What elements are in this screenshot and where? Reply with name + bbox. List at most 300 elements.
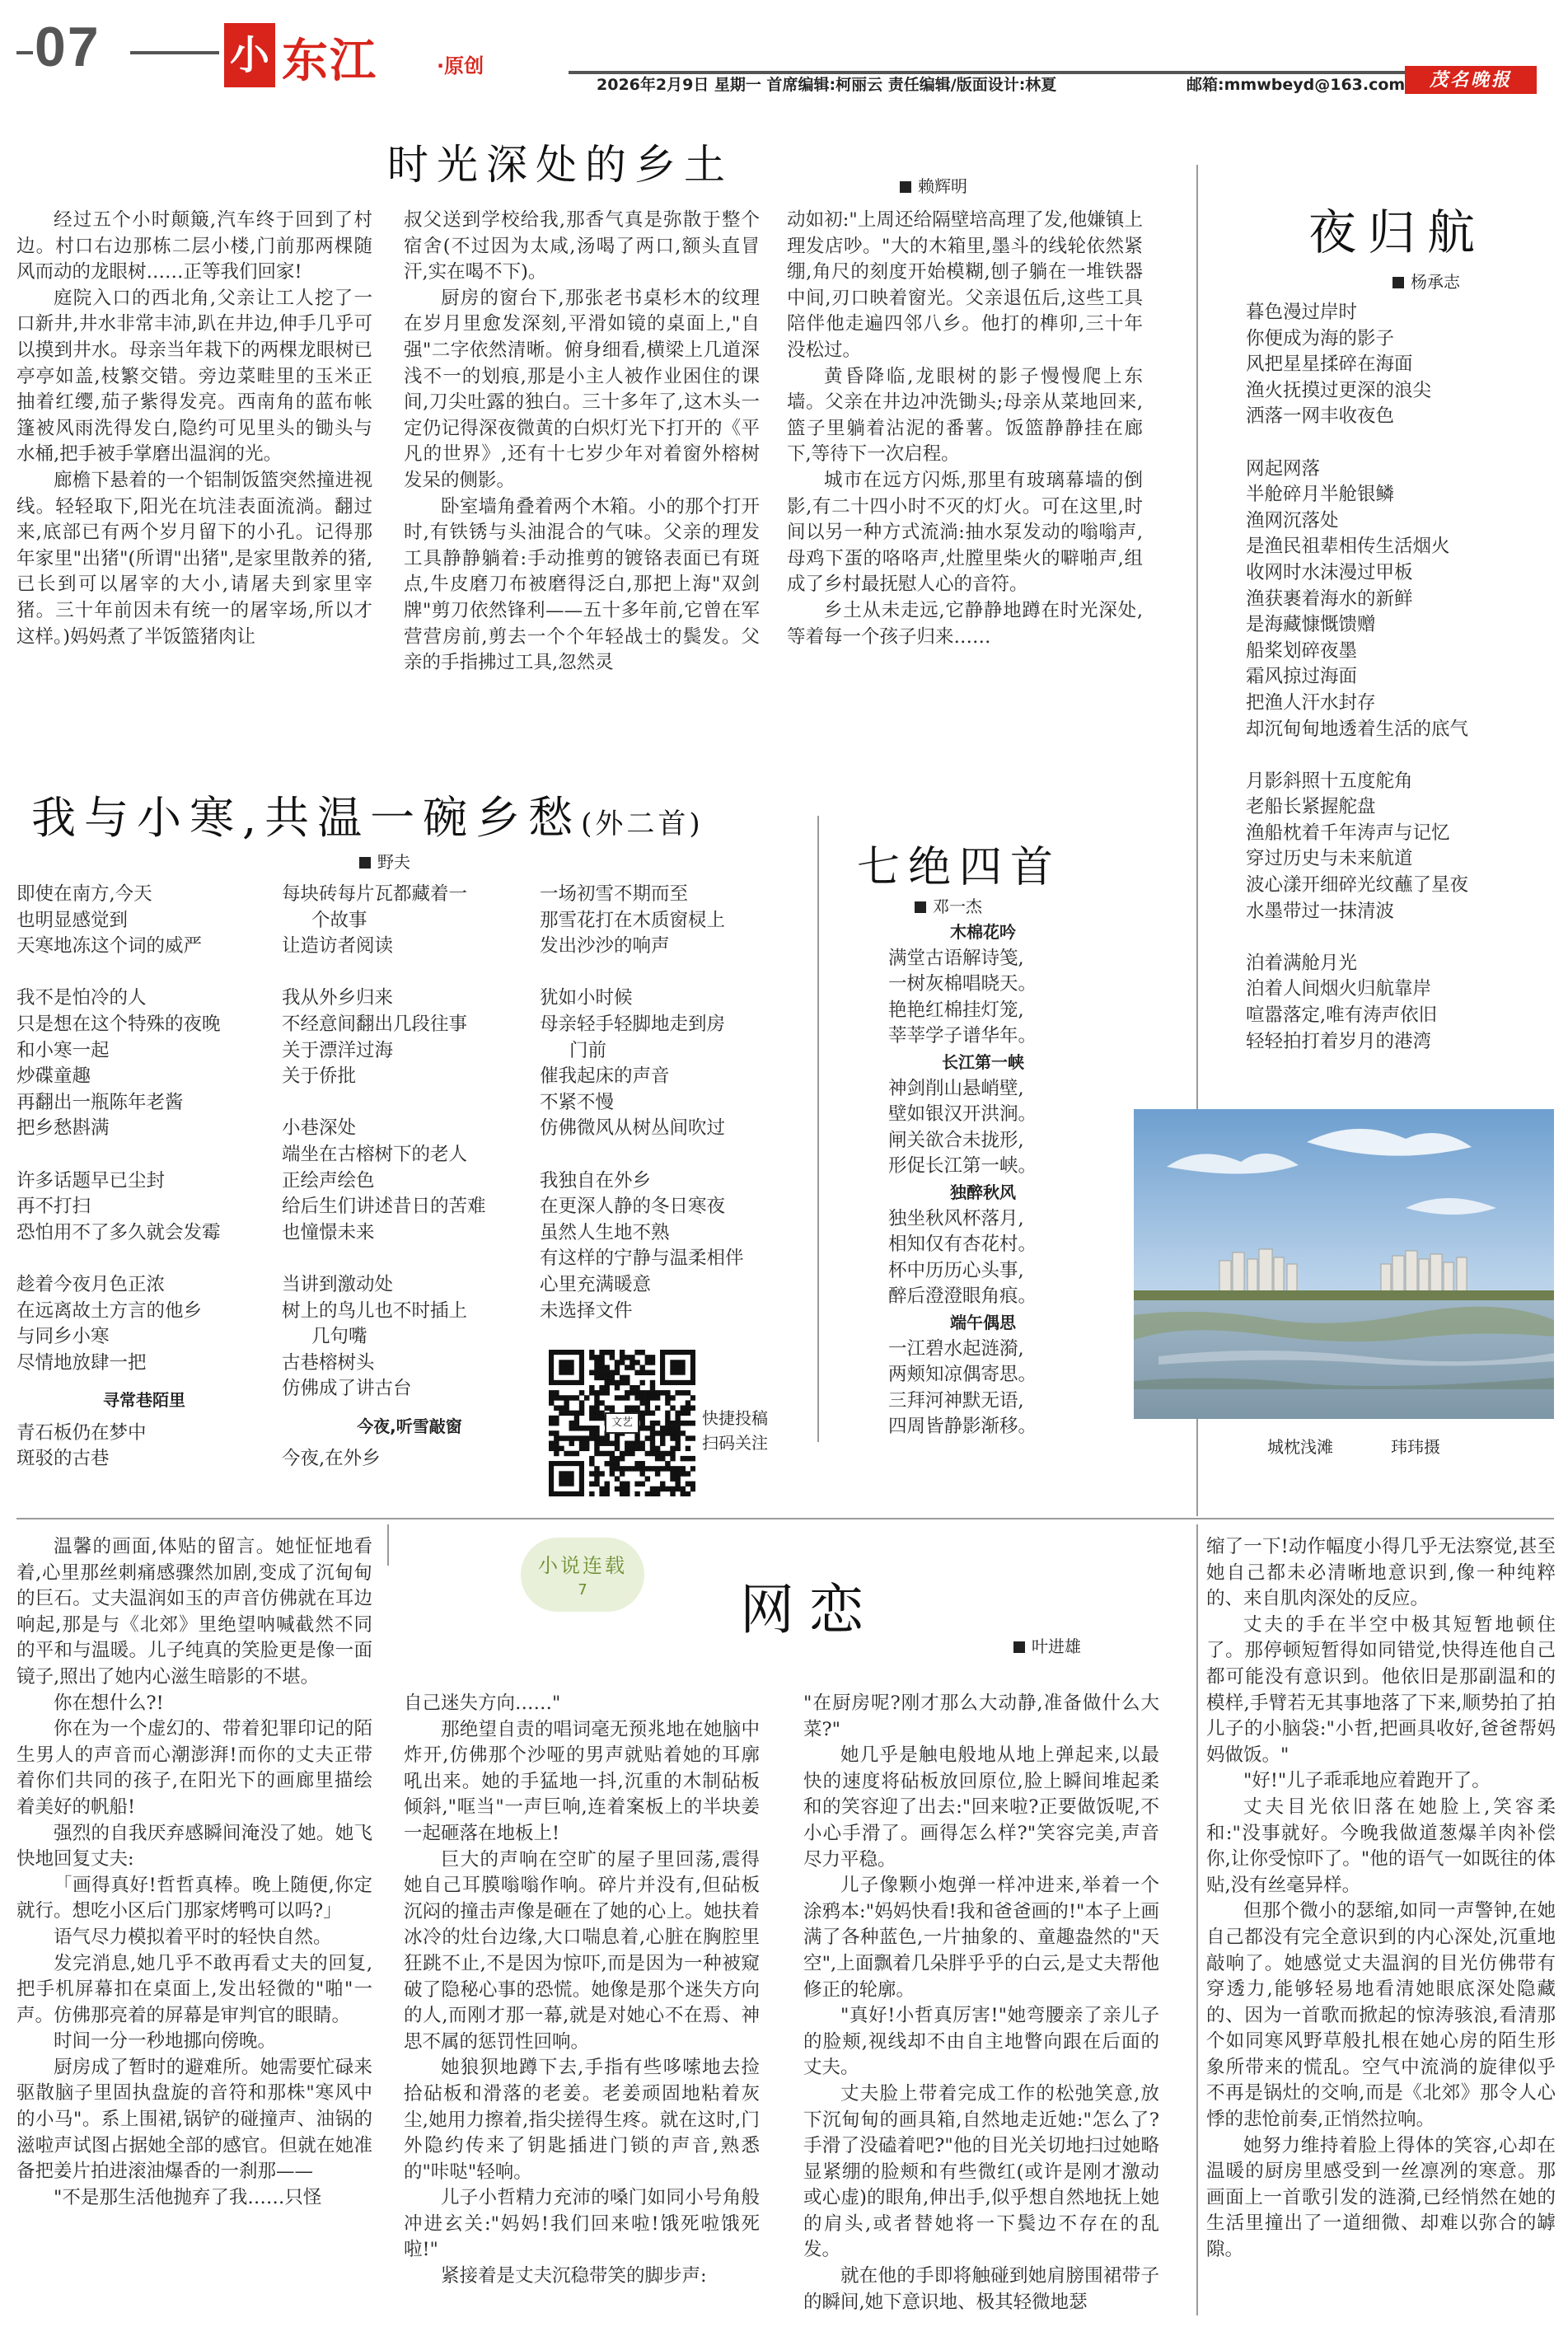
qr-module [589,1416,594,1421]
qr-module [650,1466,655,1471]
qr-module [620,1350,625,1355]
qr-module [574,1395,579,1400]
qr-module [660,1440,665,1445]
qr-module [645,1491,650,1496]
poem-line: 树上的鸟儿也不时插上 [282,1299,468,1322]
qr-module [605,1461,610,1466]
qr-module [615,1487,620,1491]
qr-module [584,1446,589,1451]
header-email: 邮箱:mmwbeyd@163.com [1187,76,1406,94]
qr-module [605,1370,610,1375]
qr-module [610,1375,615,1380]
qr-module [594,1466,599,1471]
qr-module [670,1456,675,1461]
stanza-gap [16,960,272,986]
qr-module [589,1406,594,1411]
qr-module [660,1435,665,1440]
qr-module [686,1456,690,1461]
qr-module [625,1395,630,1400]
poem-line: 古巷榕树头 [282,1351,375,1374]
qr-module [574,1411,579,1416]
poem-line: 水墨带过一抹清波 [1246,900,1395,922]
qr-module [625,1365,630,1370]
poem-line: 恐怕用不了多久就会发霉 [16,1221,221,1243]
poem-line: 相知仅有杏花村。 [888,1234,1037,1256]
qr-module [670,1446,675,1451]
qr-module [670,1491,675,1496]
paragraph: 城市在远方闪烁,那里有玻璃幕墙的倒影,有二十四小时不灭的灯火。可在这里,时间以另一种方式流淌:抽水泵发动的嗡嗡声,母鸡下蛋的咯咯声,灶膛里柴火的噼啪声,组成了乡村最抚慰人心的音符。 [787,469,1143,596]
qr-module [639,1411,644,1416]
qr-module [610,1456,615,1461]
serial-title: 网恋 [740,1578,878,1641]
qr-module [599,1411,604,1416]
qr-module [599,1400,604,1405]
qr-module [625,1406,630,1411]
qr-module [605,1385,610,1390]
qr-module [554,1390,559,1395]
qr-module [564,1406,569,1411]
qr-module [630,1446,634,1451]
photo-credit: 玮玮摄 [1391,1437,1440,1457]
qr-module [639,1365,644,1370]
poem-author: 杨承志 [1392,269,1460,293]
qr-module [574,1416,579,1421]
qr-module [620,1487,625,1491]
qr-module [670,1487,675,1491]
header-rule-left [130,51,219,54]
qr-module [625,1440,630,1445]
column-mark-char: 小 [229,32,269,78]
stanza-gap [282,960,537,986]
qr-module [665,1430,670,1435]
qr-module [559,1446,564,1451]
qr-module [589,1355,594,1360]
qr-module [639,1370,644,1375]
qr-module [605,1491,610,1496]
poem-line: 也憧憬未来 [282,1221,375,1243]
qr-module [645,1390,650,1395]
poem-set-author: 野夫 [359,849,410,873]
poem-line: 斑驳的古巷 [16,1448,110,1470]
qr-module [690,1435,695,1440]
qr-module [690,1421,695,1426]
qr-module [569,1411,574,1416]
qr-module [645,1360,650,1365]
qr-module [615,1446,620,1451]
qr-module [670,1471,675,1476]
poem-line: 小巷深处 [282,1117,357,1140]
qr-module [549,1400,554,1405]
qr-module [670,1421,675,1426]
qr-module [681,1411,686,1416]
qr-module [645,1355,650,1360]
poem-line: 许多话题早已尘封 [16,1169,166,1192]
qr-module [599,1487,604,1491]
qr-module [625,1375,630,1380]
qr-module [686,1421,690,1426]
qr-module [605,1380,610,1385]
column-name: 东江 [282,34,377,88]
qr-module [554,1395,559,1400]
qr-module [615,1360,620,1365]
paragraph: 丈夫脸上带着完成工作的松弛笑意,放下沉甸甸的画具箱,自然地走近她:"怎么了?手滑了没磕着吧?"他的目光关切地扫过她略显紧绷的脸颊和有些微红(或许是刚才激动或心虚)的眼角,伸出手,似乎想自然地抚上她的肩头,或者替她将一下鬓边不存在的乱发。 [803,2082,1159,2261]
qr-module [665,1426,670,1430]
qr-module [634,1350,639,1355]
serial-col-3 [803,1691,1159,2315]
poem-line: 闸关欲合未拢形, [888,1129,1024,1151]
paragraph: 你在为一个虚幻的、带着犯罪印记的陌生男人的声音而心潮澎湃!而你的丈夫正带着你们共同的孩子,在阳光下的画廊里描绘着美好的帆船! [16,1718,372,1818]
qr-module [569,1451,574,1456]
qr-module [594,1426,599,1430]
qr-module [686,1435,690,1440]
paragraph: 她狼狈地蹲下去,手指有些哆嗦地去捡拾砧板和滑落的老姜。老姜顽固地粘着灰尘,她用力擦着,指尖搓得生疼。就在这时,门外隐约传来了钥匙插进门锁的声音,熟悉的"咔哒"轻响。 [404,2057,760,2183]
qr-module [549,1446,554,1451]
qr-module [615,1370,620,1375]
qr-module [655,1451,660,1456]
qr-module [681,1471,686,1476]
qr-module [639,1446,644,1451]
paragraph: 你在想什么?! [54,1692,164,1714]
poem-line: 收网时水沫漫过甲板 [1246,561,1413,583]
qr-module [655,1491,660,1496]
poem-line: 发出沙沙的响声 [540,935,670,957]
qr-module [675,1440,680,1445]
poem-line: 正绘声绘色 [282,1169,375,1192]
article-author: 赖辉明 [900,173,967,197]
qr-module [610,1451,615,1456]
qr-module [564,1435,569,1440]
qr-module [665,1421,670,1426]
qr-module [650,1440,655,1445]
qr-module [634,1406,639,1411]
poem-line: 网起网落 [1246,457,1321,480]
qr-module [615,1395,620,1400]
qr-module [665,1416,670,1421]
qr-module [639,1416,644,1421]
qr-module [645,1451,650,1456]
page-number: 07 [35,16,101,78]
qr-module [589,1482,594,1487]
qr-module [589,1411,594,1416]
poem-line: 当讲到激动处 [282,1273,394,1295]
qr-module [594,1395,599,1400]
qr-module [630,1355,634,1360]
qr-module [690,1482,695,1487]
paragraph: "好!"儿子乖乖地应着跑开了。 [1243,1770,1491,1792]
qr-module [634,1461,639,1466]
qr-module [634,1435,639,1440]
poem-line: 虽然人生地不熟 [540,1221,670,1243]
poem-line: 形促长江第一峡。 [888,1155,1037,1178]
qr-module [655,1487,660,1491]
qr-caption: 快捷投稿 扫码关注 [702,1408,768,1453]
qr-module [655,1421,660,1426]
paragraph: 厨房的窗台下,那张老书桌杉木的纹理在岁月里愈发深刻,平滑如镜的桌面上,"自强"二字依然清晰。俯身细看,横梁上几道深浅不一的划痕,那是小主人被作业困住的课间,刀尖吐露的独白。三十多年了,这木头一定仍记得深夜微黄的白炽灯光下打开的《平凡的世界》,还有十七岁少年对着窗外榕树发呆的侧影。 [404,287,760,491]
qr-module [650,1491,655,1496]
poem-line: 关于漂洋过海 [282,1039,394,1061]
qr-module [594,1375,599,1380]
poem-line: 趁着今夜月色正浓 [16,1273,166,1295]
qr-module [650,1421,655,1426]
poem-line: 神剑削山悬峭壁, [888,1077,1024,1099]
qr-module [625,1446,630,1451]
qr-module [605,1435,610,1440]
qr-code[interactable] [549,1350,695,1496]
qr-module [599,1390,604,1395]
qr-module [681,1421,686,1426]
qr-module [574,1421,579,1426]
qr-module [620,1395,625,1400]
poem-line: 和小寒一起 [16,1039,110,1061]
article-title: 时光深处的乡土 [387,141,733,189]
poem-line: 那雪花打在木质窗棂上 [540,909,726,931]
qr-module [660,1482,665,1487]
qr-module [549,1440,554,1445]
qr-module [630,1466,634,1471]
poem-line: 渔船枕着千年涛声与记忆 [1246,822,1450,844]
qr-module [660,1430,665,1435]
poem-line: 是渔民祖辈相传生活烟火 [1246,536,1450,558]
stanza-gap [16,1142,272,1168]
qr-module [665,1461,670,1466]
qr-module [690,1456,695,1461]
qr-module [655,1456,660,1461]
qr-module [574,1451,579,1456]
qr-module [634,1390,639,1395]
qr-module [645,1406,650,1411]
qr-module [554,1416,559,1421]
paragraph: 庭院入口的西北角,父亲让工人挖了一口新井,井水非常丰沛,趴在井边,伸手几乎可以摸到井水。母亲当年栽下的两棵龙眼树已亭亭如盖,枝繁交错。旁边菜畦里的玉米正抽着红缨,茄子紫得发亮。西南角的蓝布帐篷被风雨洗得发白,隐约可见里头的锄头与水桶,把手被手掌磨出温润的光。 [16,287,372,466]
qr-module [675,1411,680,1416]
column-divider [387,1524,389,1566]
poem-line: 只是想在这个特殊的夜晚 [16,1013,221,1035]
qr-module [594,1446,599,1451]
qr-module [579,1426,584,1430]
qr-module [615,1461,620,1466]
qr-module [675,1466,680,1471]
qr-module [625,1355,630,1360]
qr-module [564,1400,569,1405]
poem-line: 艳艳红棉挂灯笼, [888,999,1024,1021]
qr-module [634,1446,639,1451]
column-divider [1196,1524,1198,2315]
quatrains-author: 邓一杰 [915,893,982,917]
qr-module [589,1430,594,1435]
qr-module [615,1476,620,1481]
qr-module [670,1476,675,1481]
qr-module [645,1411,650,1416]
qr-module [549,1430,554,1435]
qr-module [634,1360,639,1365]
qr-module [675,1430,680,1435]
qr-module [650,1411,655,1416]
qr-module [686,1390,690,1395]
poem-line: 再翻出一瓶陈年老酱 [16,1091,184,1113]
qr-module [599,1370,604,1375]
qr-module [549,1390,554,1395]
poem-line: 不经意间翻出几段往事 [282,1013,468,1035]
qr-module [615,1440,620,1445]
qr-module [599,1360,604,1365]
column-divider [817,816,819,1442]
qr-finder [559,1471,573,1486]
qr-module [559,1435,564,1440]
qr-module [650,1451,655,1456]
paragraph: 厨房成了暂时的避难所。她需要忙碌来驱散脑子里固执盘旋的音符和那株"寒风中的小马"。系上围裙,锅铲的碰撞声、油锅的滋啦声试图占据她全部的感官。但就在她准备把姜片拍进滚油爆香的一刹那—— [16,2056,372,2183]
paragraph: 卧室墙角叠着两个木箱。小的那个打开时,有铁锈与头油混合的气味。父亲的理发工具静静躺着:手动推剪的镀铬表面已有斑点,牛皮磨刀布被磨得泛白,那把上海"双剑牌"剪刀依然锋利——五十多年前,它曾在军营营房前,剪去一个个年轻战士的鬓发。父亲的手指拂过工具,忽然灵 [404,495,760,674]
qr-module [686,1411,690,1416]
quatrain-name: 长江第一峡 [942,1051,1024,1072]
quatrains-title: 七绝四首 [857,843,1062,892]
qr-module [639,1400,644,1405]
poem-line: 犹如小时候 [540,987,633,1009]
qr-module [599,1440,604,1445]
qr-module [549,1395,554,1400]
qr-module [650,1446,655,1451]
poem-line: 我从外乡归来 [282,987,394,1009]
poem-line: 我独自在外乡 [540,1169,652,1192]
qr-module [569,1440,574,1445]
qr-module [675,1482,680,1487]
article-col-1 [16,208,372,650]
qr-module [650,1395,655,1400]
qr-module [549,1421,554,1426]
poem-line: 四周皆静影渐移。 [888,1416,1037,1438]
paragraph: 「画得真好!哲哲真棒。晚上随便,你定就行。想吃小区后门那家烤鸭可以吗?」 [16,1874,372,1922]
qr-module [559,1411,564,1416]
qr-module [569,1426,574,1430]
qr-module [630,1390,634,1395]
paragraph: 丈夫目光依旧落在她脸上,笑容柔和:"没事就好。今晚我做道葱爆羊肉补偿你,让你受惊吓了。"他的语气一如既往的体贴,没有丝毫异样。 [1206,1796,1556,1896]
qr-module [599,1350,604,1355]
qr-module [605,1390,610,1395]
paragraph: "真好!小哲真厉害!"她弯腰亲了亲儿子的脸颊,视线却不由自主地瞥向跟在后面的丈夫。 [803,2005,1159,2079]
qr-module [625,1380,630,1385]
qr-module [665,1451,670,1456]
qr-module [594,1476,599,1481]
poem-line: 个故事 [311,909,367,931]
serial-col-1 [16,1534,372,2211]
article-col-3 [787,208,1143,650]
poem-set-col-3 [540,882,812,1324]
stanza-gap [540,1142,812,1168]
qr-module [645,1466,650,1471]
paragraph: "在厨房呢?刚才那么大动静,准备做什么大菜?" [803,1693,1159,1740]
qr-module [670,1395,675,1400]
paragraph: 就在他的手即将触碰到她肩膀围裙带子的瞬间,她下意识地、极其轻微地瑟 [803,2265,1159,2313]
qr-module [665,1411,670,1416]
qr-module [639,1390,644,1395]
qr-module [589,1385,594,1390]
poem-line: 壁如银汉开洪涧。 [888,1103,1037,1126]
paragraph: 丈夫的手在半空中极其短暂地顿住了。那停顿短暂得如同错觉,快得连他自己都可能没有意识到。他依旧是那副温和的模样,手臂若无其事地落了下来,顺势拍了拍儿子的小脑袋:"小哲,把画具收好,爸爸帮妈妈做饭。" [1206,1613,1556,1766]
poem-line: 即使在南方,今天 [16,883,152,905]
qr-module [639,1426,644,1430]
qr-module [681,1466,686,1471]
poem-line: 炒碟童趣 [16,1065,91,1088]
qr-module [599,1416,604,1421]
qr-module [650,1380,655,1385]
qr-module [599,1435,604,1440]
qr-module [594,1430,599,1435]
qr-module [620,1482,625,1487]
qr-module [579,1400,584,1405]
qr-module [589,1491,594,1496]
qr-module [650,1487,655,1491]
poem-line: 却沉甸甸地透着生活的底气 [1246,718,1469,740]
qr-module [650,1370,655,1375]
qr-module [670,1435,675,1440]
paragraph: 儿子小哲精力充沛的嗓门如同小号角般冲进玄关:"妈妈!我们回来啦!饿死啦饿死啦!" [404,2187,760,2261]
qr-module [675,1390,680,1395]
poem-line: 关于侨批 [282,1065,357,1088]
qr-module [594,1451,599,1456]
qr-module [670,1451,675,1456]
qr-module [615,1365,620,1370]
qr-module [554,1440,559,1445]
poem-line: 独坐秋风杯落月, [888,1207,1024,1229]
poem-line: 满堂古语解诗笺, [888,947,1024,969]
paragraph: 但那个微小的瑟缩,如同一声警钟,在她自己都没有完全意识到的内心深处,沉重地敲响了。她感觉丈夫温润的目光仿佛带有穿透力,能够轻易地看清她眼底深处隐藏的、因为一首歌而掀起的惊涛骇浪,看清那个如同寒风野草般扎根在她心房的陌生形象所带来的慌乱。空气中流淌的旋律似乎不再是锅灶的交响,而是《北郊》那令人心悸的悲怆前奏,正悄然拉响。 [1206,1900,1556,2131]
poem-line: 每块砖每片瓦都藏着一 [282,883,468,905]
qr-module [650,1430,655,1435]
qr-module [594,1471,599,1476]
qr-module [589,1390,594,1395]
poem-line: 渔网沉落处 [1246,509,1339,531]
qr-module [665,1466,670,1471]
qr-module [610,1406,615,1411]
qr-module [610,1370,615,1375]
qr-module [630,1360,634,1365]
poem-line: 风把星星揉碎在海面 [1246,353,1413,376]
poem-line: 我不是怕冷的人 [16,987,147,1009]
header-info: 2026年2月9日 星期一 首席编辑:柯丽云 责任编辑/版面设计:林夏 [597,76,1057,94]
qr-module [594,1416,599,1421]
qr-module [605,1451,610,1456]
qr-module [615,1435,620,1440]
poem-line: 一场初雪不期而至 [540,883,689,905]
qr-module [665,1487,670,1491]
qr-module [625,1487,630,1491]
qr-module [574,1435,579,1440]
qr-module [615,1380,620,1385]
qr-module [589,1461,594,1466]
qr-module [579,1446,584,1451]
qr-module [599,1385,604,1390]
qr-module [589,1456,594,1461]
qr-module [634,1395,639,1400]
column-tag: ·原创 [437,54,484,77]
qr-module [569,1395,574,1400]
qr-module [554,1446,559,1451]
poem-line: 三拜河神默无语, [888,1389,1024,1412]
qr-module [634,1482,639,1487]
poem-set-col-2 [282,882,537,1473]
quatrain-name: 独醉秋风 [950,1182,1016,1202]
qr-module [610,1471,615,1476]
qr-module [660,1451,665,1456]
qr-module [645,1476,650,1481]
paragraph: 强烈的自我厌弃感瞬间淹没了她。她飞快地回复丈夫: [16,1822,372,1870]
qr-module [584,1426,589,1430]
qr-module [589,1426,594,1430]
qr-module [686,1446,690,1451]
paragraph: 乡土从未走远,它静静地蹲在时光深处,等着每一个孩子归来…… [787,599,1143,648]
poem-line: 仿佛成了讲古台 [282,1378,412,1400]
qr-module [639,1461,644,1466]
qr-module [634,1385,639,1390]
qr-module [675,1426,680,1430]
